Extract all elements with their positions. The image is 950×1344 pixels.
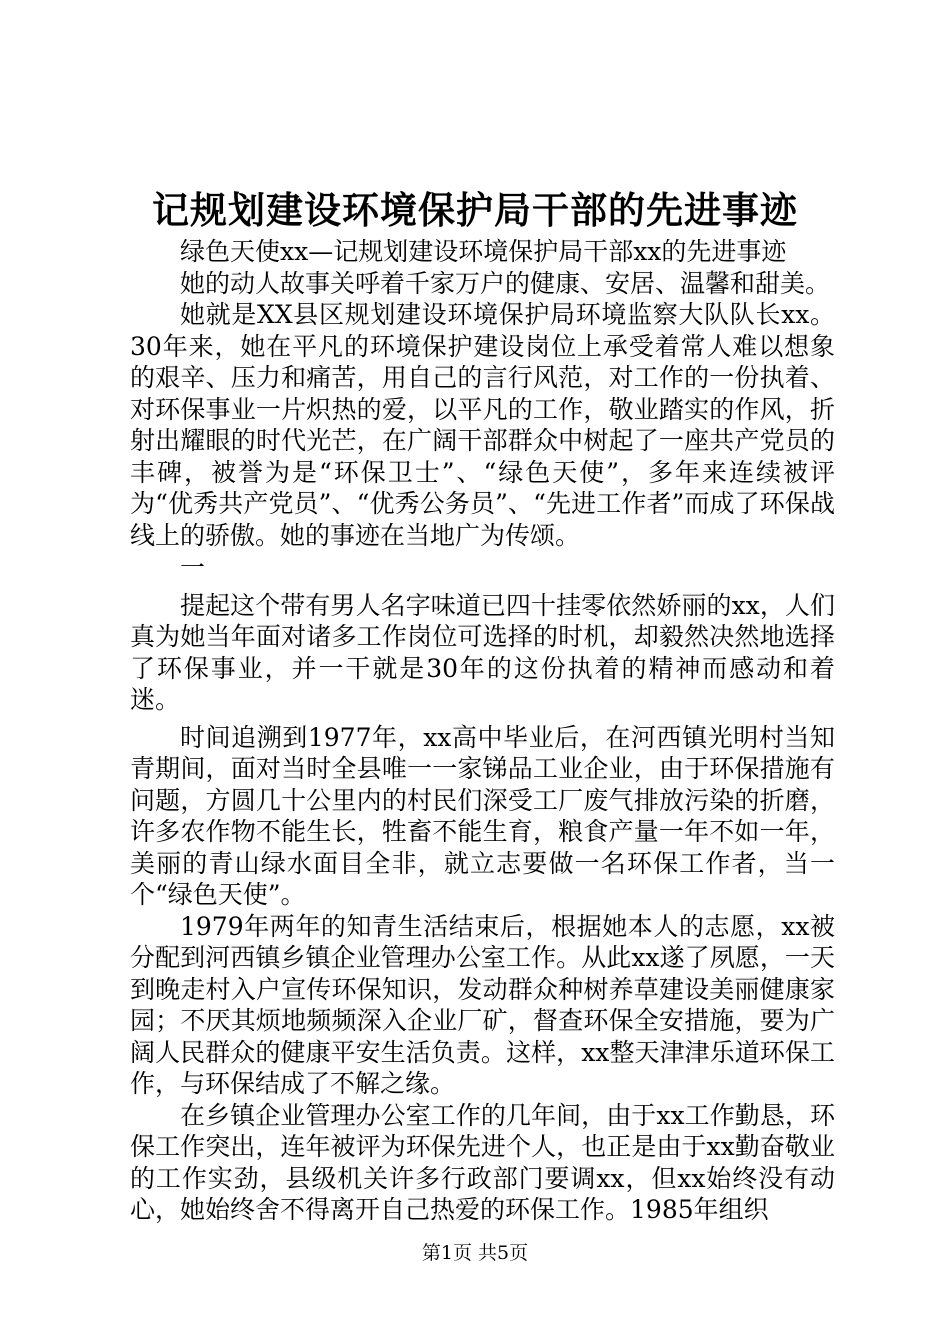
subtitle-paragraph: 绿色天使xx—记规划建设环境保护局干部xx的先进事迹 [180, 237, 787, 266]
page-title: 记规划建设环境保护局干部的先进事迹 [152, 188, 798, 232]
document-body [130, 236, 835, 1226]
body-paragraph: 她的动人故事关呼着千家万户的健康、安居、温馨和甜美。 [180, 268, 831, 298]
body-paragraph: 她就是XX县区规划建设环境保护局环境监察大队队长xx。30年来，她在平凡的环境保护建设岗位上承受着常人难以想象的艰辛、压力和痛苦，用自己的言行风范，对工作的一份执着、对环保事业一片炽热的爱，以平凡的工作，敬业踏实的作风，折射出耀眼的时代光芒，在广阔干部群众中树起了一座共产党员的丰碑，被誉为是“环保卫士”、“绿色天使”，多年来连续被评为“优秀共产党员”、“优秀公务员”、“先进工作者”而成了环保战线上的骄傲。她的事迹在当地广为传颂。 [130, 300, 835, 550]
section-number: 一 [180, 553, 206, 582]
body-paragraph: 提起这个带有男人名字味道已四十挂零依然娇丽的xx，人们真为她当年面对诸多工作岗位可选择的时机，却毅然决然地选择了环保事业，并一干就是30年的这份执着的精神而感动和着迷。 [130, 590, 835, 714]
page-footer: 第1页 共5页 [421, 1242, 529, 1264]
body-paragraph: 1979年两年的知青生活结束后，根据她本人的志愿，xx被分配到河西镇乡镇企业管理办公室工作。从此xx遂了夙愿，一天到晚走村入户宣传环保知识，发动群众种树养草建设美丽健康家园；不厌其烦地频频深入企业厂矿，督查环保全安措施，要为广阔人民群众的健康平安生活负责。这样，xx整天津津乐道环保工作，与环保结成了不解之缘。 [130, 911, 835, 1098]
body-paragraph: 在乡镇企业管理办公室工作的几年间，由于xx工作勤恳，环保工作突出，连年被评为环保先进个人，也正是由于xx勤奋敬业的工作实劲，县级机关许多行政部门要调xx，但xx始终没有动心，她始终舍不得离开自己热爱的环保工作。1985年组织 [130, 1100, 835, 1224]
body-paragraph: 时间追溯到1977年，xx高中毕业后，在河西镇光明村当知青期间，面对当时全县唯一一家锑品工业企业，由于环保措施有问题，方圆几十公里内的村民们深受工厂废气排放污染的折磨，许多农作物不能生长，牲畜不能生育，粮食产量一年不如一年，美丽的青山绿水面目全非，就立志要做一名环保工作者，当一个“绿色天使”。 [130, 722, 835, 909]
